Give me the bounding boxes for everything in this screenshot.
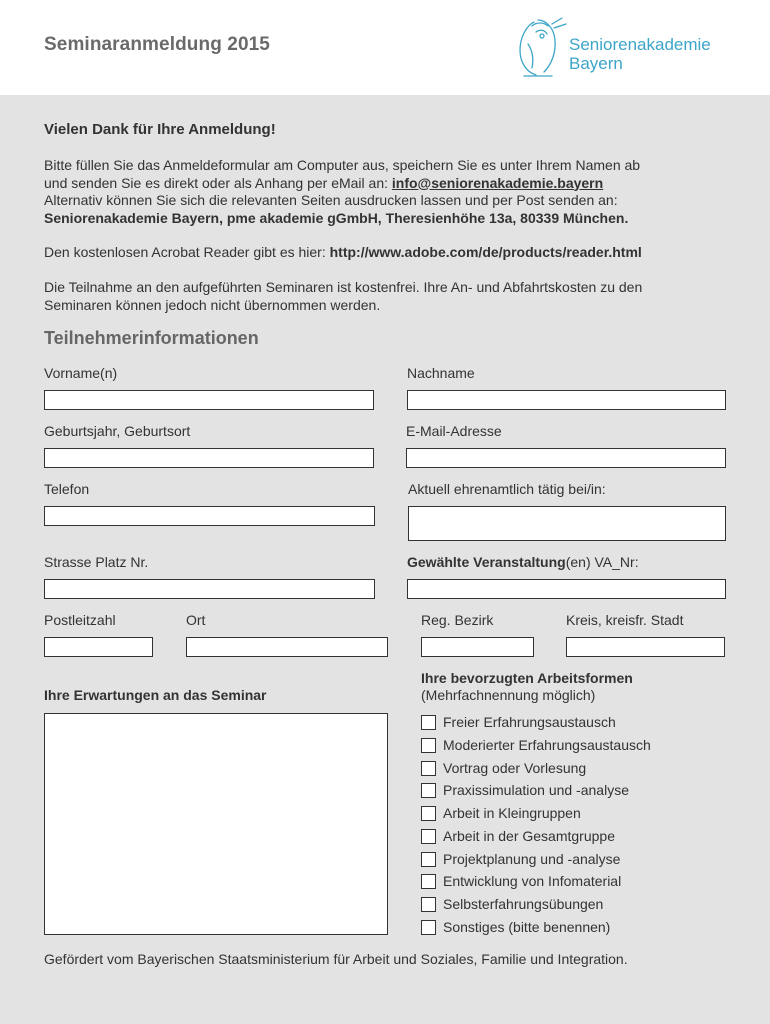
telefon-field[interactable] [44, 506, 375, 526]
cost-line: Die Teilnahme an den aufgeführten Seminaren ist kostenfrei. Ihre An- und Abfahrtskosten zu den [44, 279, 643, 295]
checkbox[interactable] [421, 738, 436, 753]
ehrenamt-field[interactable] [408, 506, 726, 541]
intro-paragraph [44, 157, 744, 227]
geburt-label: Geburtsjahr, Geburtsort [44, 423, 191, 439]
nachname-label: Nachname [407, 365, 475, 381]
arbeitsformen-title: Ihre bevorzugten Arbeitsformen [421, 670, 633, 686]
option-label: Freier Erfahrungsaustausch [443, 714, 616, 730]
nachname-field[interactable] [407, 390, 726, 410]
page-header [0, 0, 770, 95]
email-field[interactable] [406, 448, 726, 468]
cost-line: Seminaren können jedoch nicht übernommen werden. [44, 296, 381, 313]
address-line: Seniorenakademie Bayern, pme akademie gGmbH, Theresienhöhe 13a, 80339 München. [44, 209, 629, 226]
option-label: Entwicklung von Infomaterial [443, 873, 622, 889]
logo-line-2: Bayern [569, 54, 623, 73]
email-label: E-Mail-Adresse [406, 423, 502, 439]
checkbox[interactable] [421, 920, 436, 935]
option-label: Arbeit in der Gesamtgruppe [443, 828, 615, 844]
intro-line [44, 175, 744, 193]
ehrenamt-label: Aktuell ehrenamtlich tätig bei/in: [408, 481, 606, 497]
intro-line: Alternativ können Sie sich die relevanten Seiten ausdrucken lassen und per Post senden an: [44, 192, 618, 208]
email-link[interactable]: info@seniorenakademie.bayern [391, 174, 604, 191]
option-label: Moderierter Erfahrungsaustausch [443, 737, 651, 753]
checkbox[interactable] [421, 761, 436, 776]
telefon-label: Telefon [44, 481, 90, 497]
bezirk-label: Reg. Bezirk [421, 612, 494, 628]
option-label: Selbsterfahrungsübungen [443, 896, 604, 912]
reader-link[interactable]: http://www.adobe.com/de/products/reader.html [329, 244, 642, 260]
geburt-field[interactable] [44, 448, 374, 468]
option-label: Arbeit in Kleingruppen [443, 805, 581, 821]
bezirk-field[interactable] [421, 637, 534, 657]
veranstaltung-label [407, 554, 639, 570]
erwartungen-textarea[interactable] [44, 713, 388, 935]
veranstaltung-field[interactable] [407, 579, 726, 599]
cost-paragraph [44, 279, 744, 314]
reader-text: Den kostenlosen Acrobat Reader gibt es hier: [44, 244, 330, 260]
vorname-label: Vorname(n) [44, 365, 118, 381]
checkbox[interactable] [421, 852, 436, 867]
erwartungen-label: Ihre Erwartungen an das Seminar [44, 687, 267, 703]
veranstaltung-label-rest: (en) VA_Nr: [565, 554, 639, 570]
strasse-field[interactable] [44, 579, 375, 599]
vorname-field[interactable] [44, 390, 374, 410]
checkbox[interactable] [421, 897, 436, 912]
kreis-label: Kreis, kreisfr. Stadt [566, 612, 684, 628]
footer-text: Gefördert vom Bayerischen Staatsministerium für Arbeit und Soziales, Familie und Integration. [44, 951, 628, 967]
reader-paragraph [44, 244, 642, 262]
intro-text: und senden Sie es direkt oder als Anhang per eMail an: [44, 174, 392, 191]
logo-text [569, 35, 711, 73]
veranstaltung-label-bold: Gewählte Veranstaltung [407, 554, 566, 570]
option-label: Sonstiges (bitte benennen) [443, 919, 611, 935]
intro-line: Bitte füllen Sie das Anmeldeformular am Computer aus, speichern Sie es unter Ihrem Namen ab [44, 157, 641, 173]
kreis-field[interactable] [566, 637, 725, 657]
checkbox[interactable] [421, 829, 436, 844]
page-title: Seminaranmeldung 2015 [44, 34, 270, 55]
arbeitsformen-subtitle: (Mehrfachnennung möglich) [421, 687, 596, 703]
plz-field[interactable] [44, 637, 153, 657]
option-label: Praxissimulation und -analyse [443, 782, 629, 798]
ort-label: Ort [186, 612, 206, 628]
logo [512, 16, 742, 80]
checkbox[interactable] [421, 806, 436, 821]
plz-label: Postleitzahl [44, 612, 116, 628]
logo-line-1: Seniorenakademie [569, 35, 711, 54]
option-label: Vortrag oder Vorlesung [443, 760, 587, 776]
strasse-label: Strasse Platz Nr. [44, 554, 149, 570]
section-title: Teilnehmerinformationen [44, 328, 259, 348]
checkbox[interactable] [421, 783, 436, 798]
intro-heading: Vielen Dank für Ihre Anmeldung! [44, 121, 276, 138]
option-label: Projektplanung und -analyse [443, 851, 621, 867]
checkbox[interactable] [421, 715, 436, 730]
owl-logo-icon [512, 16, 568, 80]
checkbox[interactable] [421, 874, 436, 889]
ort-field[interactable] [186, 637, 388, 657]
